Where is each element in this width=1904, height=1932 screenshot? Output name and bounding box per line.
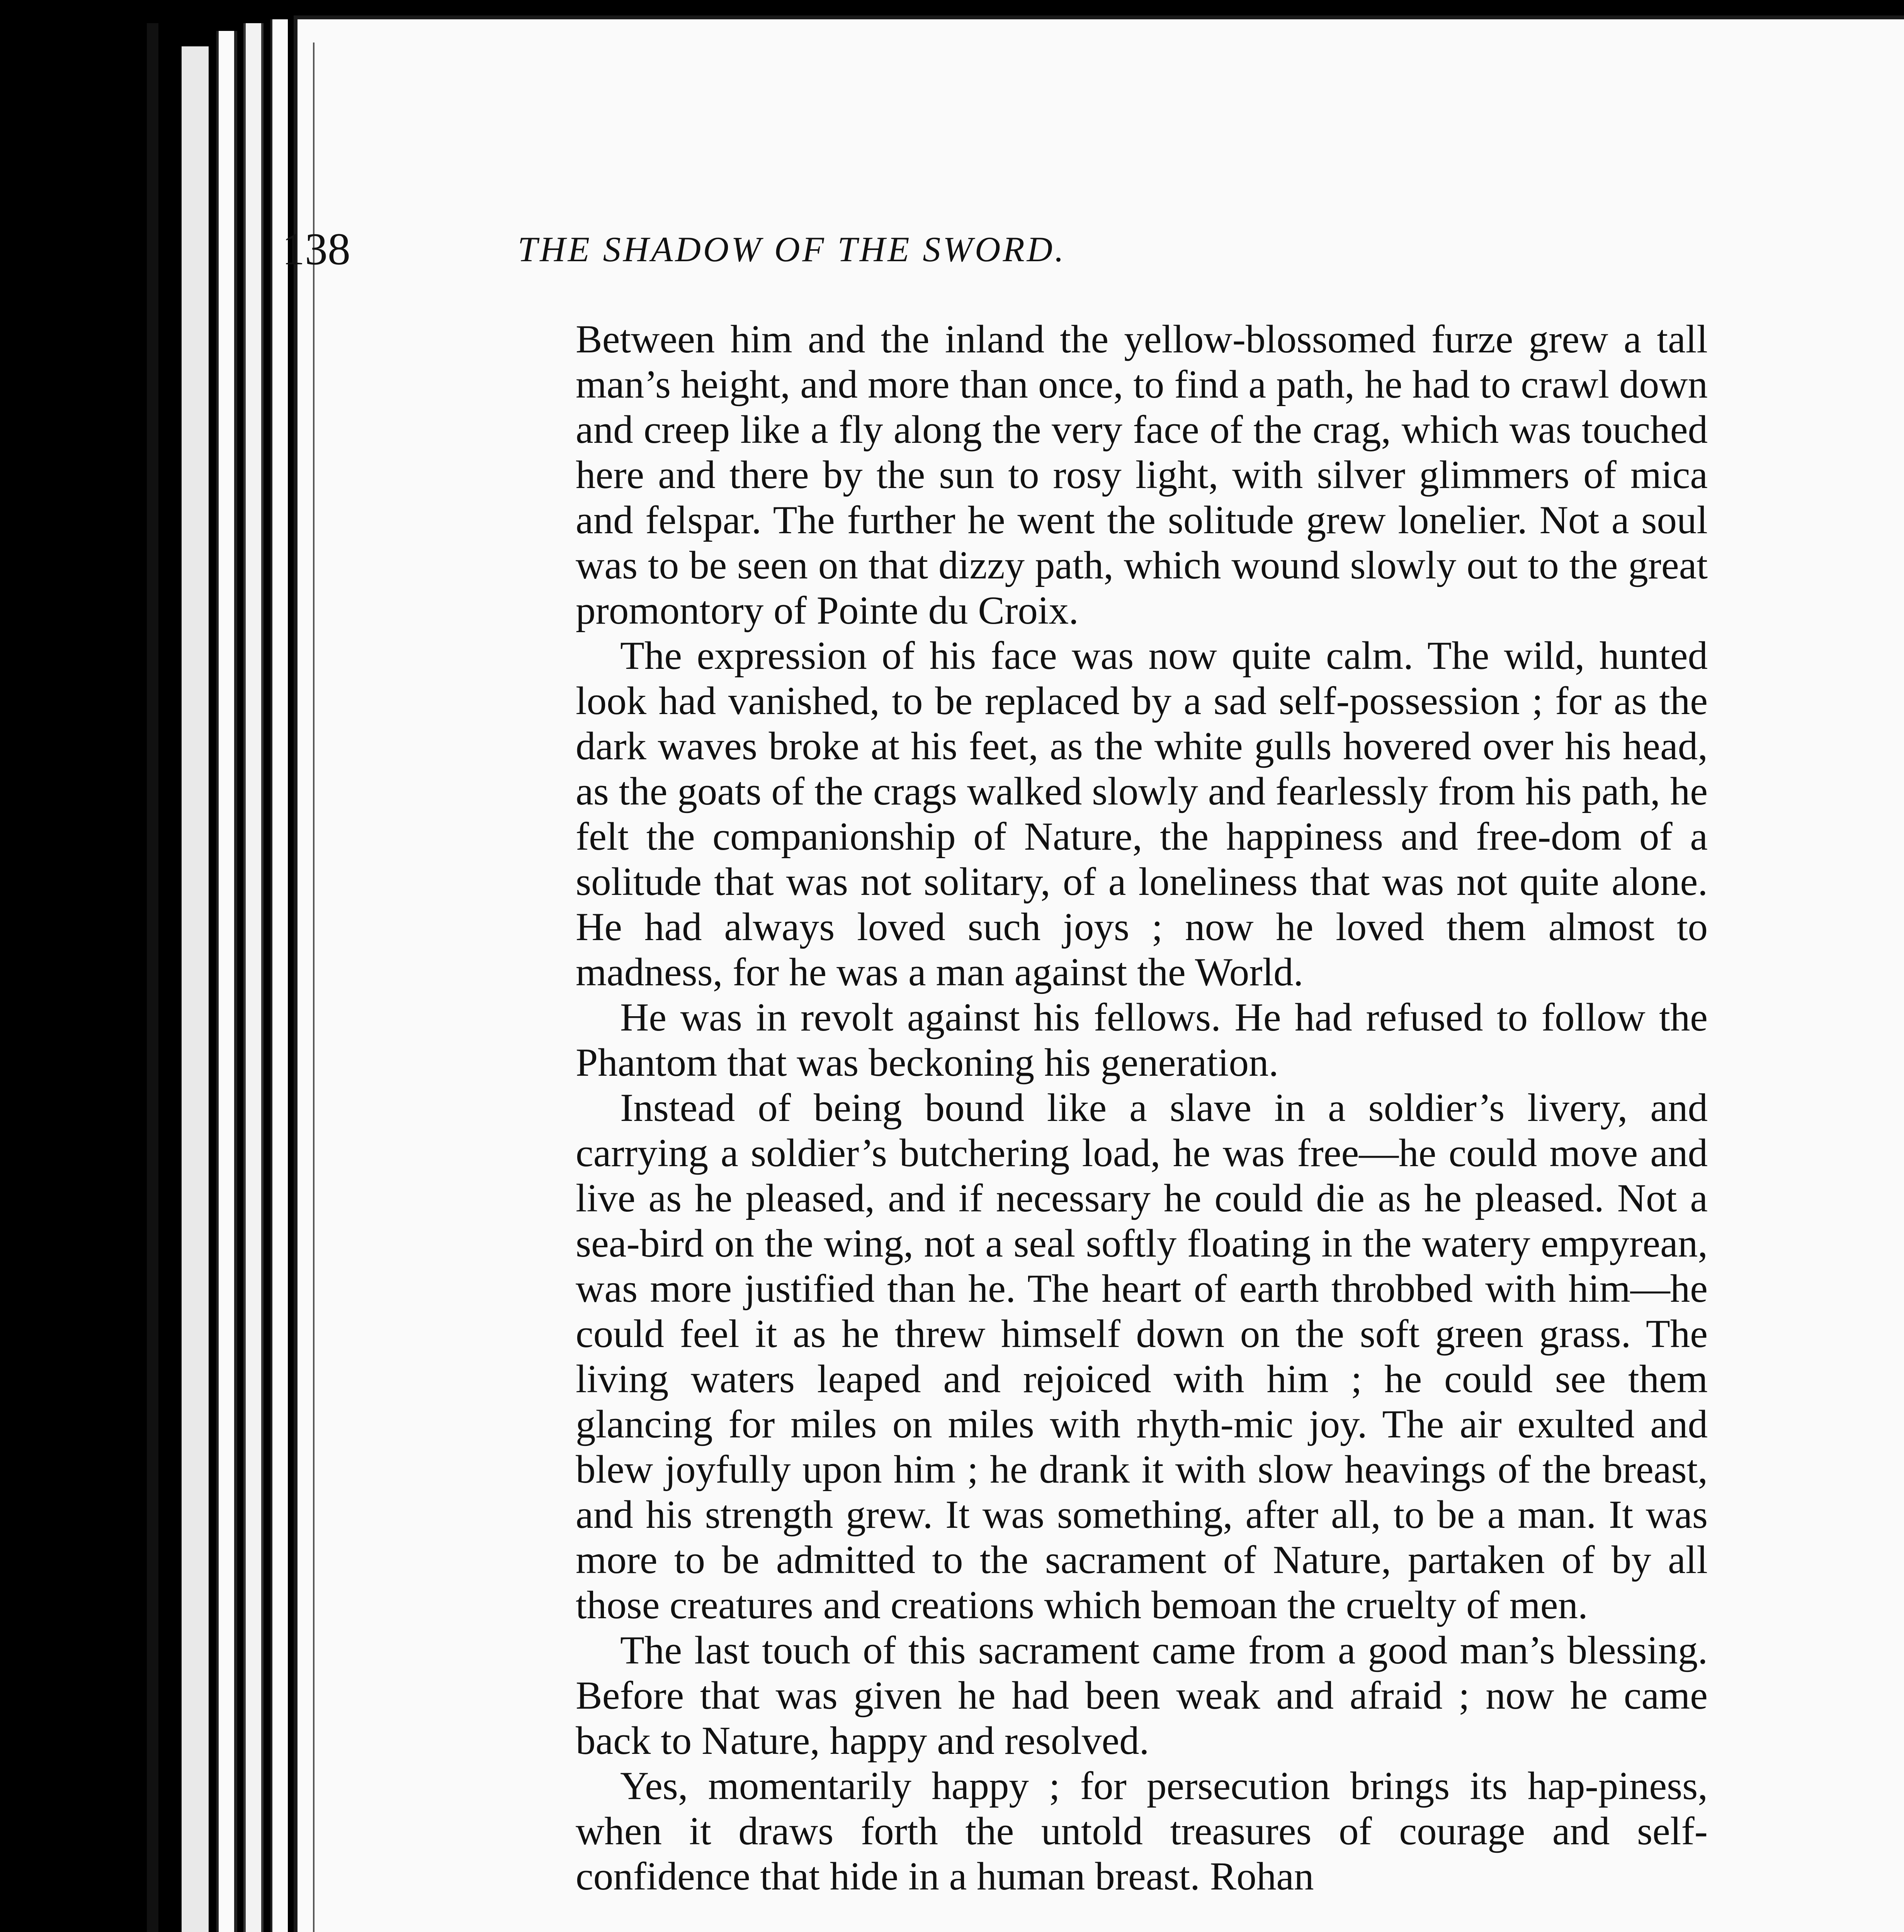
paragraph: Yes, momentarily happy ; for persecution brings its hap-piness, when it draws forth the untold treasures of courage and self-confidence that hide in a human breast. Rohan	[576, 1764, 1708, 1898]
paragraph: Between him and the inland the yellow-blossomed furze grew a tall man’s height, and more than once, to find a path, he had to crawl down and creep like a fly along the very face of the crag, which was touched here and there by the sun to rosy light, with silver glimmers of mica and felspar. The further he went the solitude grew lonelier. Not a soul was to be seen on that dizzy path, which wound slowly out to the great promontory of Pointe du Croix.	[576, 317, 1708, 633]
page-stack-edge	[216, 31, 237, 1932]
binding-edge	[147, 23, 158, 1932]
page-border-rule	[313, 43, 314, 1932]
paragraph: Instead of being bound like a slave in a soldier’s livery, and carrying a soldier’s butchering load, he was free—he could move and live as he pleased, and if necessary he could die as he pleased. Not a sea-bird on the wing, not a seal softly floating in the watery empyrean, was more justified than he. The heart of earth throbbed with him—he could feel it as he threw himself down on the soft green grass. The living waters leaped and rejoiced with him ; he could see them glancing for miles on miles with rhyth-mic joy. The air exulted and blew joyfully upon him ; he drank it with slow heavings of the breast, and his strength grew. It was something, after all, to be a man. It was more to be admitted to the sacrament of Nature, partaken of by all those creatures and creations which bemoan the cruelty of men.	[576, 1086, 1708, 1627]
running-head	[282, 205, 1712, 282]
page-stack-edge	[182, 46, 209, 1932]
running-title: THE SHADOW OF THE SWORD.	[518, 230, 1066, 269]
page-stack-edge	[270, 19, 288, 1932]
body-text	[576, 317, 1708, 1899]
paragraph: The expression of his face was now quite calm. The wild, hunted look had vanished, to be replaced by a sad self-possession ; for as the dark waves broke at his feet, as the white gulls hovered over his head, as the goats of the crags walked slowly and fearlessly from his path, he felt the companionship of Nature, the happiness and free-dom of a solitude that was not solitary, of a loneliness that was not quite alone. He had always loved such joys ; now he loved them almost to madness, for he was a man against the World.	[576, 634, 1708, 994]
page-stack-edge	[243, 23, 264, 1932]
page-number: 138	[282, 224, 350, 274]
paragraph: He was in revolt against his fellows. He had refused to follow the Phantom that was beckoning his generation.	[576, 995, 1708, 1085]
paragraph: The last touch of this sacrament came from a good man’s blessing. Before that was given he had been weak and afraid ; now he came back to Nature, happy and resolved.	[576, 1628, 1708, 1763]
